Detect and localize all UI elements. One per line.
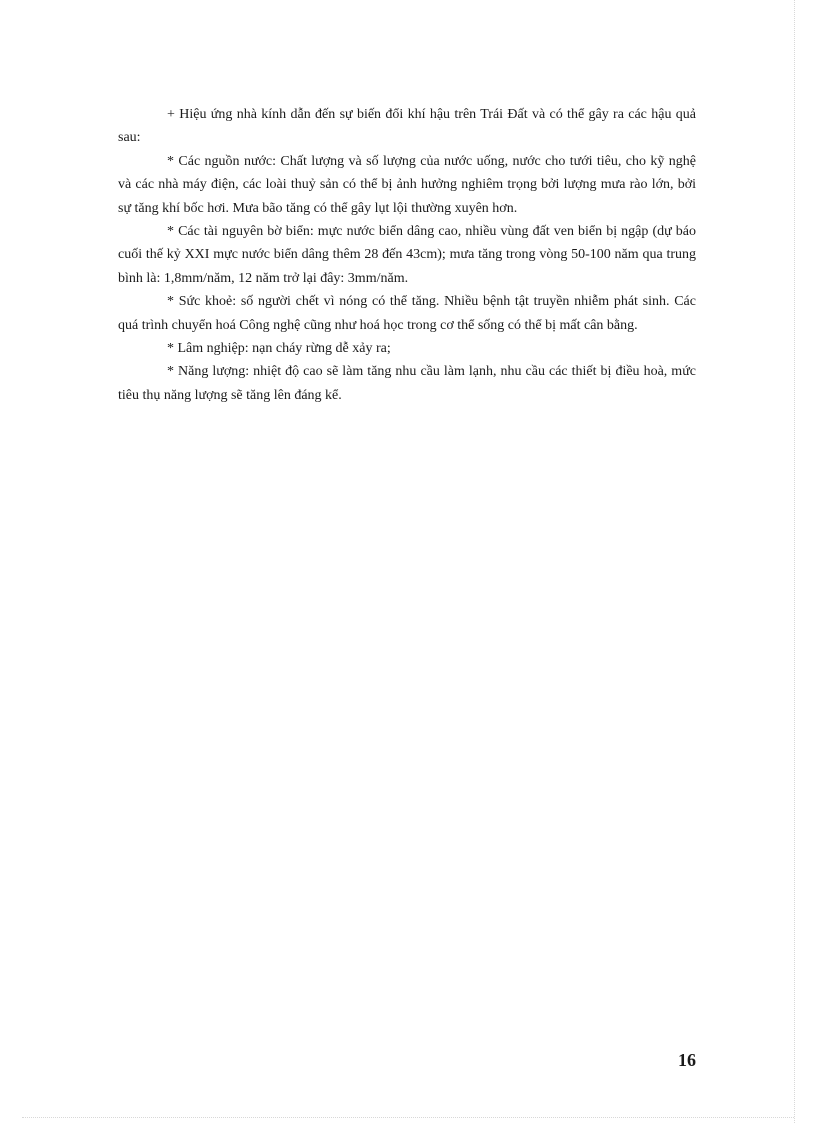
page-border-right <box>794 0 795 1123</box>
paragraph-energy: * Năng lượng: nhiệt độ cao sẽ làm tăng nhu cầu làm lạnh, nhu cầu các thiết bị điều hoà, mức tiêu thụ năng lượng sẽ tăng lên đáng kể. <box>118 364 696 403</box>
page-number: 16 <box>678 1050 696 1070</box>
body-text <box>118 103 696 407</box>
paragraph-greenhouse-intro: + Hiệu ứng nhà kính dẫn đến sự biến đổi khí hậu trên Trái Đất và có thể gây ra các hậu quả sau: <box>118 107 696 146</box>
paragraph-forestry: * Lâm nghiệp: nạn cháy rừng dễ xảy ra; <box>167 341 391 357</box>
paragraph-health: * Sức khoẻ: số người chết vì nóng có thể tăng. Nhiều bệnh tật truyền nhiễm phát sinh. Các quá trình chuyển hoá Công nghệ cũng như hoá học trong cơ thể sống có thể bị mất cân bằng. <box>118 294 696 333</box>
page-border-bottom <box>22 1117 794 1118</box>
paragraph-coastal-resources: * Các tài nguyên bờ biển: mực nước biển dâng cao, nhiều vùng đất ven biển bị ngập (dự báo cuối thế kỷ XXI mực nước biển dâng thêm 28 đến 43cm); mưa tăng trong vòng 50-100 năm qua trung bình là: 1,8mm/năm, 12 năm trở lại đây: 3mm/năm. <box>118 224 696 286</box>
paragraph-water-resources: * Các nguồn nước: Chất lượng và số lượng của nước uống, nước cho tưới tiêu, cho kỹ nghệ và các nhà máy điện, các loài thuỷ sản có thể bị ảnh hưởng nghiêm trọng bởi lượng mưa rào lớn, bởi sự tăng khí bốc hơi. Mưa bão tăng có thể gây lụt lội thường xuyên hơn. <box>118 153 696 216</box>
